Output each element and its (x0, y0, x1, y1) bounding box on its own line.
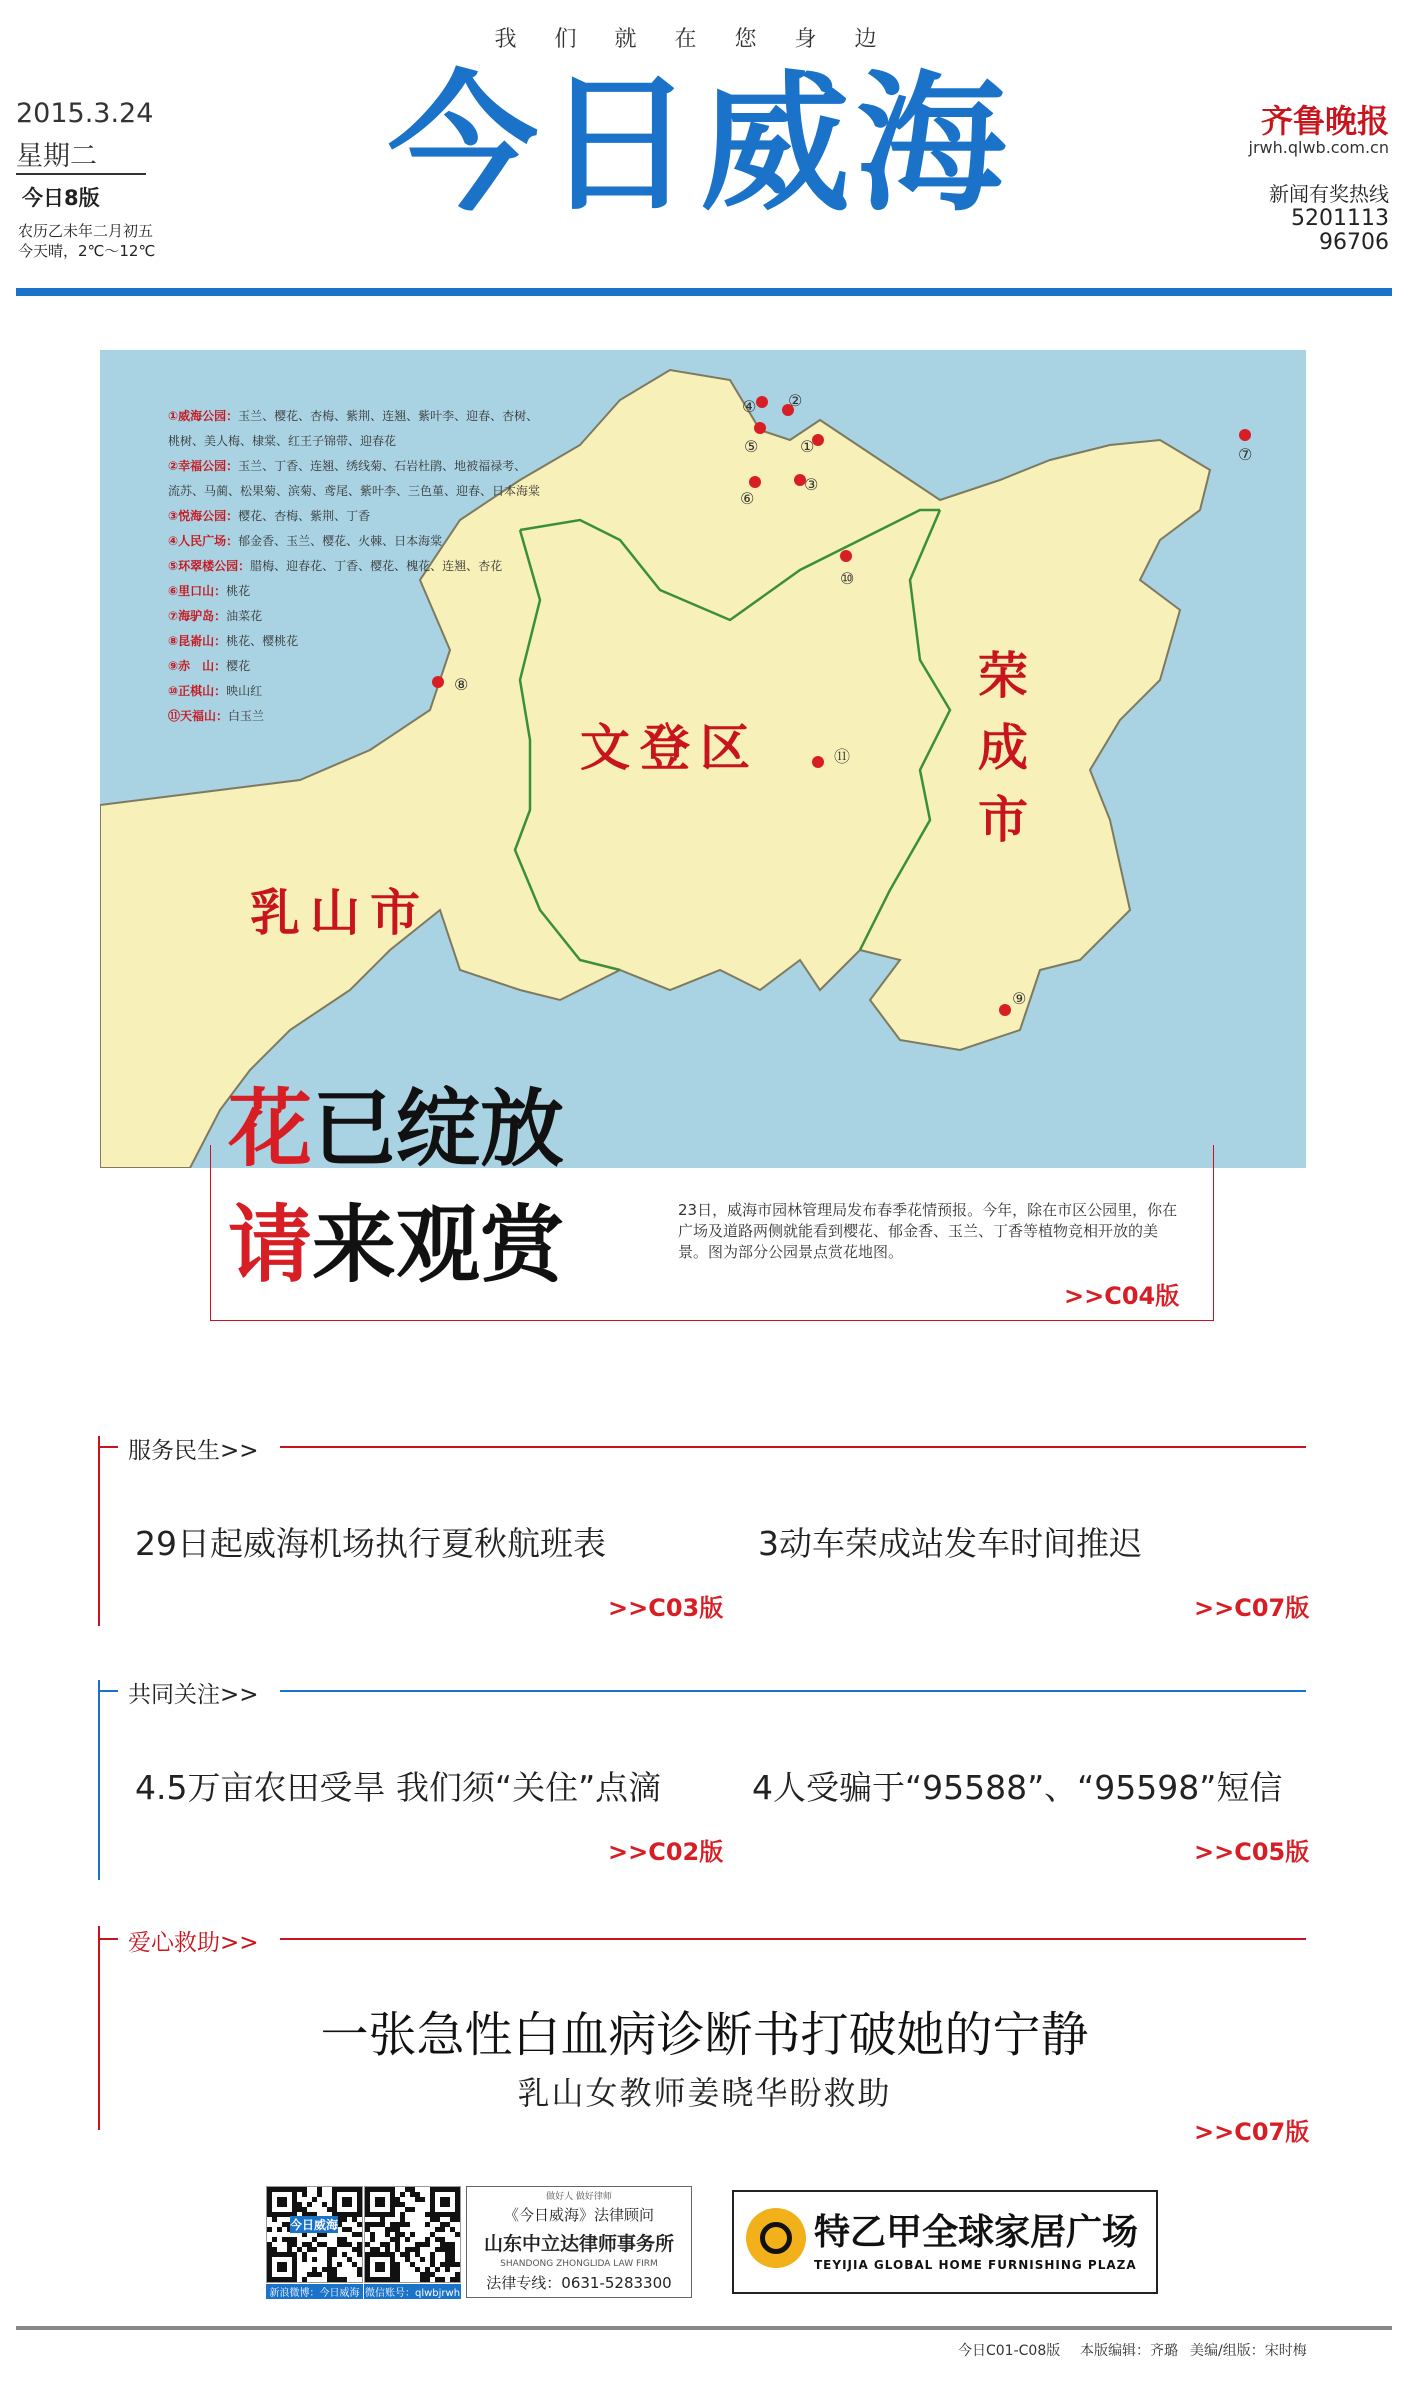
law-firm-phone: 法律专线：0631-5283300 (486, 2274, 672, 2292)
section-2-rule (280, 1690, 1306, 1692)
legend-row: ⑥里口山：桃花 (168, 584, 251, 598)
map-marker-label: ⑪ (834, 747, 851, 766)
ref-c07-train[interactable]: >>C07版 (1194, 1594, 1310, 1622)
section-1-label: 服务民生>> (128, 1438, 259, 1464)
section-1-bar (98, 1436, 100, 1626)
footer-designer: 美编/组版：宋时梅 (1190, 2343, 1307, 2359)
legend-row: ③悦海公园：樱花、杏梅、紫荆、丁香 (168, 509, 371, 523)
region-label-rushan: 乳山市 (250, 884, 430, 942)
section-2-bar (98, 1680, 100, 1880)
law-firm-name: 山东中立达律师事务所 (483, 2233, 674, 2255)
topic-leukemia-subhead: 乳山女教师姜晓华盼救助 (517, 2074, 892, 2112)
map-marker[interactable] (432, 676, 444, 688)
section-3-tick (98, 1938, 118, 1940)
section-1-tick (98, 1446, 118, 1448)
map-marker-label: ② (788, 391, 803, 410)
map-marker[interactable] (756, 396, 768, 408)
ref-c03[interactable]: >>C03版 (608, 1594, 724, 1622)
legend-row: ⑨赤 山：樱花 (168, 659, 251, 673)
issue-weekday: 星期二 (16, 134, 146, 175)
topic-sms-fraud[interactable]: 4人受骗于“95588”、“95598”短信 (752, 1768, 1283, 1807)
region-label-rongcheng: 荣 成 市 (978, 647, 1028, 849)
section-2-tick (98, 1690, 118, 1692)
paper-url[interactable]: jrwh.qlwb.com.cn (1248, 138, 1389, 157)
hero-caption: 23日，威海市园林管理局发布春季花情预报。今年，除在市区公园里，你在广场及道路两侧就能看到樱花、郁金香、玉兰、丁香等植物竞相开放的美景。图为部分公园景点赏花地图。 (678, 1201, 1178, 1261)
hero-page-ref[interactable]: >>C04版 (1064, 1282, 1180, 1310)
law-firm-ad (466, 2186, 692, 2298)
law-firm-role: 《今日威海》法律顾问 (503, 2206, 654, 2224)
issue-date: 2015.3.24 (16, 98, 154, 129)
map-graphic (100, 350, 1306, 1168)
topic-train[interactable]: 3动车荣成站发车时间推迟 (758, 1524, 1142, 1563)
region-label-wenden: 文登区 (580, 719, 760, 777)
lunar-date: 农历乙未年二月初五 (18, 222, 154, 240)
map-marker[interactable] (754, 422, 766, 434)
masthead-title: 今日威海 (387, 58, 1012, 232)
section-1-rule (280, 1446, 1306, 1448)
flower-map (100, 350, 1306, 1168)
qr-weibo-caption: 新浪微博：今日威海 (266, 2284, 363, 2299)
furniture-logo-icon (746, 2208, 806, 2268)
map-marker[interactable] (840, 550, 852, 562)
qr-code-wechat[interactable] (364, 2186, 461, 2283)
map-marker-label: ⑧ (454, 675, 469, 694)
map-marker-label: ⑥ (740, 489, 755, 508)
section-3-label: 爱心救助>> (128, 1930, 259, 1956)
legend-row: 流苏、马蔺、松果菊、滨菊、鸢尾、紫叶李、三色堇、迎春、日本海棠 (168, 484, 541, 498)
ref-c05[interactable]: >>C05版 (1194, 1838, 1310, 1866)
furniture-ad (732, 2190, 1158, 2294)
ref-c02[interactable]: >>C02版 (608, 1838, 724, 1866)
hero-headline-2: 请来观赏 (228, 1196, 565, 1294)
map-marker-label: ⑨ (1012, 989, 1027, 1008)
qr-wechat-caption: 微信账号：qlwbjrwh (364, 2284, 461, 2299)
map-marker[interactable] (749, 476, 761, 488)
edition-count: 今日8版 (22, 186, 100, 210)
footer-pages: 今日C01-C08版 (958, 2343, 1061, 2359)
weather: 今天晴，2℃～12℃ (18, 242, 156, 260)
hotline-label: 新闻有奖热线 (1269, 182, 1389, 206)
legend-row: ⑧昆嵛山：桃花、樱桃花 (168, 634, 299, 648)
footer-editor: 本版编辑：齐璐 (1080, 2343, 1178, 2359)
map-marker[interactable] (999, 1004, 1011, 1016)
law-firm-slogan: 做好人 做好律师 (546, 2192, 612, 2202)
hotline-number-2: 96706 (1319, 230, 1389, 255)
legend-row: ⑦海驴岛：油菜花 (168, 609, 263, 623)
topic-leukemia-headline[interactable]: 一张急性白血病诊断书打破她的宁静 (320, 2007, 1089, 2063)
furniture-title-en: TEYIJIA GLOBAL HOME FURNISHING PLAZA (814, 2258, 1137, 2272)
footer-rule (16, 2326, 1392, 2330)
paper-logo: 齐鲁晚报 (1260, 102, 1389, 140)
qr-code-weibo[interactable] (266, 2186, 363, 2283)
legend-row: 桃树、美人梅、棣棠、红王子锦带、迎春花 (168, 434, 397, 448)
legend-row: ④人民广场：郁金香、玉兰、樱花、火棘、日本海棠 (168, 534, 443, 548)
ref-c07-aid[interactable]: >>C07版 (1194, 2118, 1310, 2146)
furniture-title: 特乙甲全球家居广场 (814, 2212, 1139, 2253)
law-firm-name-en: SHANDONG ZHONGLIDA LAW FIRM (500, 2259, 658, 2269)
legend-row: ⑪天福山：白玉兰 (168, 709, 265, 723)
hotline-number-1: 5201113 (1291, 206, 1389, 231)
legend-row: ①威海公园：玉兰、樱花、杏梅、紫荆、连翘、紫叶李、迎春、杏树、 (168, 409, 539, 423)
map-marker-label: ③ (804, 475, 819, 494)
map-marker[interactable] (1239, 429, 1251, 441)
section-2-label: 共同关注>> (128, 1682, 259, 1708)
qr-weibo-logo: 今日威海 (290, 2218, 339, 2232)
map-marker-label: ① (800, 437, 815, 456)
map-marker[interactable] (812, 756, 824, 768)
topic-drought[interactable]: 4.5万亩农田受旱 我们须“关住”点滴 (135, 1768, 662, 1807)
map-marker-label: ⑩ (840, 569, 855, 588)
hero-headline-1: 花已绽放 (228, 1080, 565, 1178)
header-rule (16, 288, 1392, 296)
legend-row: ②幸福公园：玉兰、丁香、连翘、绣线菊、石岩杜鹃、地被福禄考、 (168, 459, 527, 473)
section-3-rule (280, 1938, 1306, 1940)
legend-row: ⑩正棋山：映山红 (168, 684, 263, 698)
map-marker-label: ④ (742, 397, 757, 416)
map-marker-label: ⑦ (1238, 445, 1253, 464)
legend-row: ⑤环翠楼公园：腊梅、迎春花、丁香、樱花、槐花、连翘、杏花 (168, 559, 503, 573)
map-marker-label: ⑤ (744, 437, 759, 456)
slogan: 我们就在您身边 (494, 27, 915, 52)
topic-airport[interactable]: 29日起威海机场执行夏秋航班表 (135, 1524, 606, 1563)
